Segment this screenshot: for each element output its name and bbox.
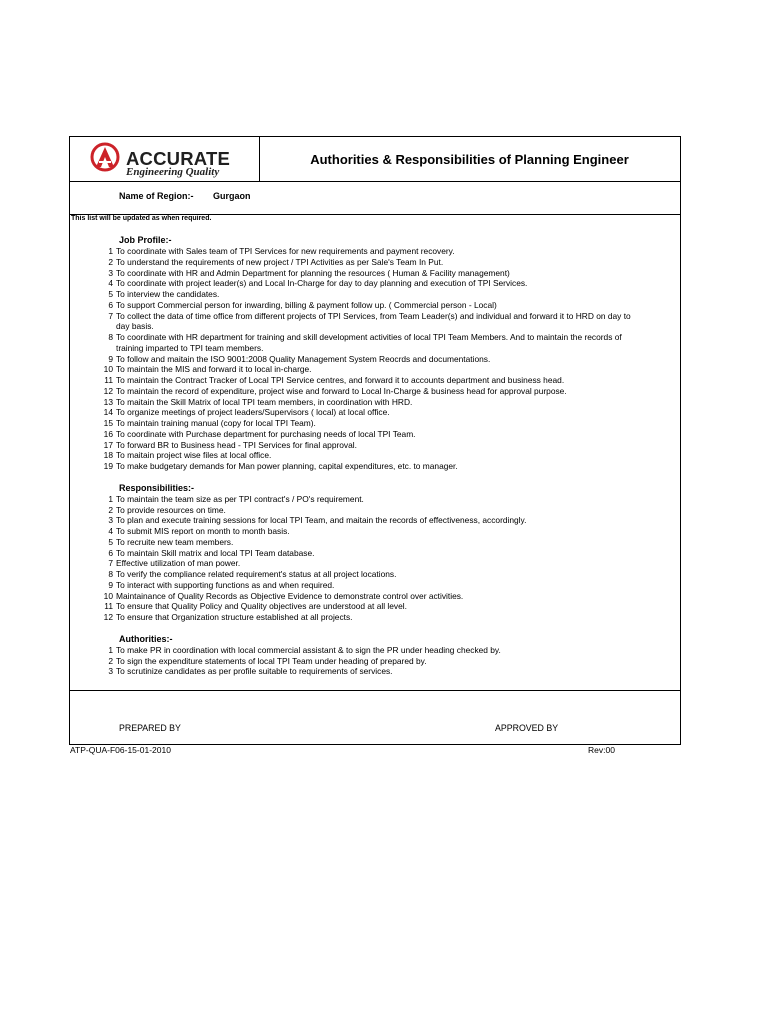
list-item	[70, 397, 680, 408]
region-value: Gurgaon	[213, 191, 251, 201]
list-item	[70, 494, 680, 505]
item-number: 7	[108, 310, 113, 321]
item-number: 15	[103, 418, 113, 428]
list-item	[70, 407, 680, 418]
item-text: To coordinate with Purchase department for purchasing needs of local TPI Team.	[116, 428, 416, 439]
document-form	[69, 136, 681, 745]
item-number: 13	[103, 396, 113, 407]
item-text: To coordinate with HR department for training and skill development activities of local TPI Team Members. And to maintain the records of training imparted to TPI team members.	[116, 332, 622, 353]
item-number: 12	[103, 385, 113, 396]
item-text: To interview the candidates.	[116, 289, 220, 299]
item-text: To submit MIS report on month to month basis.	[116, 526, 290, 536]
list-item	[70, 450, 680, 461]
item-number: 6	[108, 299, 113, 310]
item-text: To maintain the Contract Tracker of Local TPI Service centres, and forward it to accounts department and business head.	[116, 375, 565, 385]
item-number: 2	[108, 504, 113, 515]
responsibilities-heading: Responsibilities:-	[119, 482, 195, 493]
list-item	[70, 461, 680, 472]
list-item	[70, 505, 680, 516]
accurate-logo-icon	[90, 142, 120, 172]
item-number: 5	[108, 536, 113, 547]
list-item	[70, 364, 680, 375]
list-item	[70, 418, 680, 429]
list-item	[70, 278, 680, 289]
item-number: 14	[103, 407, 113, 418]
region-label: Name of Region:-	[119, 191, 194, 201]
item-text: To coordinate with project leader(s) and Local In-Charge for day to day planning and execution of TPI Services.	[116, 278, 528, 289]
item-number: 11	[104, 601, 113, 612]
list-item	[70, 537, 680, 548]
item-text: To make budgetary demands for Man power planning, capital expenditures, etc. to manager.	[116, 461, 458, 471]
list-item	[70, 548, 680, 559]
item-number: 12	[103, 612, 113, 622]
approved-by-label: APPROVED BY	[495, 723, 559, 733]
item-text: To sign the expenditure statements of local TPI Team under heading of prepared by.	[116, 655, 427, 666]
list-item	[70, 515, 680, 526]
job-profile-list	[70, 246, 680, 472]
list-item	[70, 580, 680, 591]
item-text: To forward BR to Business head - TPI Services for final approval.	[116, 439, 357, 450]
item-text: To collect the data of time office from different projects of TPI Services, from Team Leader(s) and individual and forward it to HRD on day to day basis.	[116, 310, 631, 332]
item-number: 18	[103, 450, 113, 461]
item-number: 7	[108, 558, 113, 569]
item-text: To ensure that Quality Policy and Quality objectives are understood at all level.	[116, 601, 407, 612]
item-number: 19	[103, 461, 113, 471]
list-item	[70, 246, 680, 257]
update-note: This list will be updated as when required.	[71, 215, 212, 222]
authorities-heading: Authorities:-	[119, 633, 173, 644]
item-number: 9	[108, 353, 113, 364]
item-text: To maitain project wise files at local office.	[116, 450, 272, 461]
item-text: To organize meetings of project leaders/Supervisors ( local) at local office.	[116, 407, 390, 418]
item-number: 9	[108, 579, 113, 590]
list-item	[70, 300, 680, 311]
item-number: 2	[108, 655, 113, 666]
authorities-list	[70, 645, 680, 677]
list-item	[70, 386, 680, 397]
signature-row	[70, 690, 680, 745]
item-text: To understand the requirements of new project / TPI Activities as per Sale's Team In Put.	[116, 256, 444, 267]
item-number: 3	[108, 267, 113, 278]
item-number: 10	[103, 590, 113, 601]
item-text: To maitain the Skill Matrix of local TPI team members, in coordination with HRD.	[116, 396, 413, 407]
item-number: 2	[108, 256, 113, 267]
item-text: To interact with supporting functions as and when required.	[116, 579, 335, 590]
item-text: To support Commercial person for inwarding, billing & payment follow up. ( Commercial person - Local)	[116, 299, 497, 310]
list-item	[70, 645, 680, 656]
prepared-by-label: PREPARED BY	[119, 723, 181, 733]
item-text: To scrutinize candidates as per profile suitable to requirements of services.	[116, 666, 393, 677]
item-number: 4	[108, 278, 113, 289]
list-item	[70, 354, 680, 365]
list-item	[70, 257, 680, 268]
list-item	[70, 311, 680, 333]
document-title: Authorities & Responsibilities of Planning Engineer	[310, 151, 629, 167]
list-item	[70, 440, 680, 451]
item-text: To coordinate with Sales team of TPI Services for new requirements and payment recovery.	[116, 246, 455, 256]
company-logo	[70, 137, 260, 181]
item-number: 1	[108, 644, 113, 655]
revision-number: Rev:00	[588, 745, 615, 755]
item-number: 17	[103, 439, 113, 450]
item-text: To coordinate with HR and Admin Department for planning the resources ( Human & Facility management)	[116, 267, 510, 278]
logo-tagline: Engineering Quality	[126, 166, 220, 178]
region-row	[70, 181, 680, 215]
list-item	[70, 569, 680, 580]
item-number: 6	[108, 547, 113, 558]
document-number: ATP-QUA-F06-15-01-2010	[70, 745, 171, 755]
item-number: 1	[108, 246, 113, 256]
list-item	[70, 289, 680, 300]
item-number: 8	[108, 569, 113, 579]
item-number: 3	[108, 666, 113, 677]
item-text: To make PR in coordination with local commercial assistant & to sign the PR under heading checked by.	[116, 644, 501, 655]
list-item	[70, 591, 680, 602]
list-item	[70, 612, 680, 623]
item-number: 5	[108, 289, 113, 299]
list-item	[70, 526, 680, 537]
logo-name: ACCURATE	[126, 148, 231, 169]
header-row	[70, 137, 680, 182]
item-text: To maintain Skill matrix and local TPI Team database.	[116, 547, 315, 558]
item-text: Effective utilization of man power.	[116, 558, 241, 569]
item-text: To maintain the team size as per TPI contract's / PO's requirement.	[116, 493, 364, 504]
list-item	[70, 429, 680, 440]
item-text: To recruite new team members.	[116, 536, 234, 547]
item-number: 11	[104, 375, 113, 385]
item-number: 4	[108, 526, 113, 536]
list-item	[70, 332, 680, 354]
list-item	[70, 558, 680, 569]
item-text: Maintainance of Quality Records as Objective Evidence to demonstrate control over activities.	[116, 590, 464, 601]
item-number: 8	[108, 332, 113, 342]
item-text: To plan and execute training sessions for local TPI Team, and maitain the records of effectiveness, accordingly.	[116, 515, 527, 526]
item-number: 10	[103, 364, 113, 375]
item-number: 1	[108, 493, 113, 504]
list-item	[70, 656, 680, 667]
job-profile-heading: Job Profile:-	[119, 235, 172, 245]
list-item	[70, 268, 680, 279]
item-number: 3	[108, 515, 113, 526]
list-item	[70, 375, 680, 386]
list-item	[70, 601, 680, 612]
item-text: To maintain the record of expenditure, project wise and forward to Local In-Charge & business head for approval purpose.	[116, 385, 567, 396]
item-text: To verify the compliance related requirement's status at all project locations.	[116, 569, 397, 579]
document-body	[70, 235, 680, 677]
item-text: To ensure that Organization structure established at all projects.	[116, 612, 353, 622]
item-text: To provide resources on time.	[116, 504, 226, 515]
item-text: To follow and maitain the ISO 9001:2008 Quality Management System Reocrds and documentations.	[116, 353, 491, 364]
item-text: To maintain training manual (copy for local TPI Team).	[116, 418, 316, 428]
item-text: To maintain the MIS and forward it to local in-charge.	[116, 364, 312, 375]
list-item	[70, 666, 680, 677]
responsibilities-list	[70, 494, 680, 623]
item-number: 16	[103, 428, 113, 439]
